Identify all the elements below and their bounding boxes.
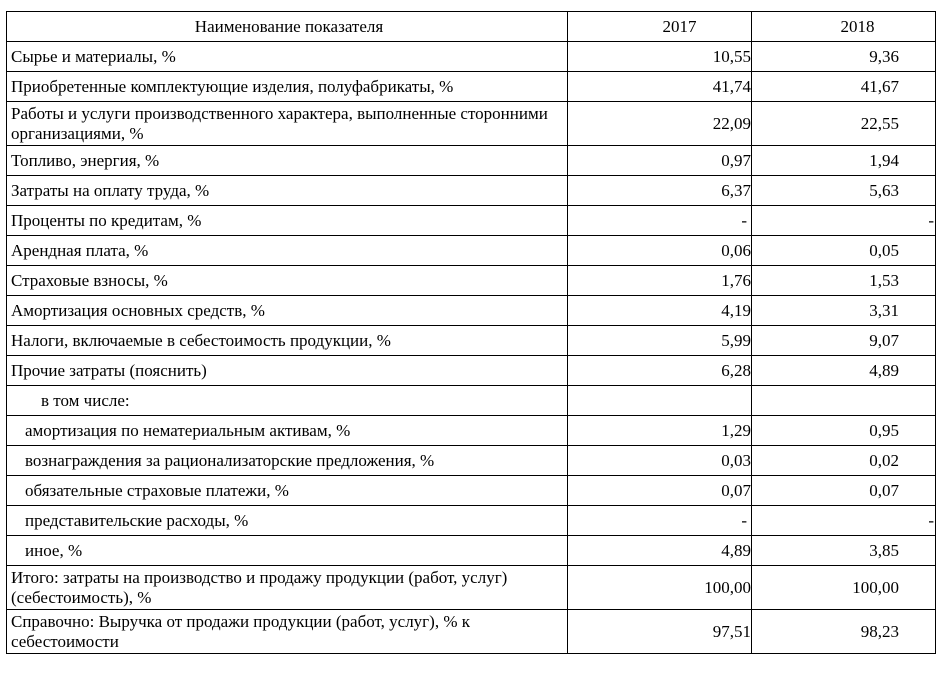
value-2017: 1,76 [568, 266, 752, 296]
value-2018: - [752, 506, 936, 536]
table-row [7, 506, 936, 536]
value-2018: - [752, 206, 936, 236]
value-2017: 4,89 [568, 536, 752, 566]
value-2017: 0,07 [568, 476, 752, 506]
table-row [7, 296, 936, 326]
table-row [7, 176, 936, 206]
table-row [7, 266, 936, 296]
table-row [7, 446, 936, 476]
row-label: представительские расходы, % [7, 506, 568, 536]
value-2017: 1,29 [568, 416, 752, 446]
value-2017: 6,28 [568, 356, 752, 386]
value-2017: 0,03 [568, 446, 752, 476]
table-row [7, 72, 936, 102]
table-row [7, 386, 936, 416]
row-label: вознаграждения за рационализаторские предложения, % [7, 446, 568, 476]
row-label: Амортизация основных средств, % [7, 296, 568, 326]
row-label: в том числе: [7, 386, 568, 416]
value-2017: 5,99 [568, 326, 752, 356]
row-label: иное, % [7, 536, 568, 566]
row-label: Страховые взносы, % [7, 266, 568, 296]
value-2017: 10,55 [568, 42, 752, 72]
value-2018: 3,85 [752, 536, 936, 566]
value-2018: 98,23 [752, 610, 936, 654]
row-label: Налоги, включаемые в себестоимость продукции, % [7, 326, 568, 356]
table-row [7, 476, 936, 506]
row-label: Арендная плата, % [7, 236, 568, 266]
table-row [7, 416, 936, 446]
header-year-2018: 2018 [752, 12, 936, 42]
value-2018: 1,94 [752, 146, 936, 176]
table-row [7, 536, 936, 566]
value-2017: 6,37 [568, 176, 752, 206]
total-row [7, 566, 936, 610]
value-2017: 100,00 [568, 566, 752, 610]
value-2017: 97,51 [568, 610, 752, 654]
value-2018: 3,31 [752, 296, 936, 326]
header-year-2017: 2017 [568, 12, 752, 42]
table-row [7, 206, 936, 236]
value-2018: 4,89 [752, 356, 936, 386]
header-row [7, 12, 936, 42]
table-row [7, 42, 936, 72]
cost-structure-table [6, 11, 936, 654]
table-row [7, 102, 936, 146]
value-2018: 9,36 [752, 42, 936, 72]
row-label: Приобретенные комплектующие изделия, полуфабрикаты, % [7, 72, 568, 102]
value-2017: 41,74 [568, 72, 752, 102]
value-2018: 0,02 [752, 446, 936, 476]
value-2017: 4,19 [568, 296, 752, 326]
reference-row [7, 610, 936, 654]
value-2018: 5,63 [752, 176, 936, 206]
value-2018: 9,07 [752, 326, 936, 356]
value-2017: 0,06 [568, 236, 752, 266]
value-2018: 100,00 [752, 566, 936, 610]
value-2018: 0,07 [752, 476, 936, 506]
row-label: амортизация по нематериальным активам, % [7, 416, 568, 446]
value-2017: - [568, 206, 752, 236]
row-label: Затраты на оплату труда, % [7, 176, 568, 206]
row-label: Проценты по кредитам, % [7, 206, 568, 236]
value-2018: 1,53 [752, 266, 936, 296]
row-label: Итого: затраты на производство и продажу продукции (работ, услуг) (себестоимость), % [7, 566, 568, 610]
value-2018: 41,67 [752, 72, 936, 102]
value-2018 [752, 386, 936, 416]
value-2017: - [568, 506, 752, 536]
row-label: обязательные страховые платежи, % [7, 476, 568, 506]
row-label: Топливо, энергия, % [7, 146, 568, 176]
table-row [7, 146, 936, 176]
value-2017: 0,97 [568, 146, 752, 176]
header-indicator-name: Наименование показателя [7, 12, 568, 42]
row-label: Справочно: Выручка от продажи продукции (работ, услуг), % к себестоимости [7, 610, 568, 654]
row-label: Работы и услуги производственного характера, выполненные сторонними организациями, % [7, 102, 568, 146]
table-row [7, 326, 936, 356]
value-2018: 0,95 [752, 416, 936, 446]
table-row [7, 356, 936, 386]
value-2018: 22,55 [752, 102, 936, 146]
value-2017: 22,09 [568, 102, 752, 146]
row-label: Прочие затраты (пояснить) [7, 356, 568, 386]
value-2017 [568, 386, 752, 416]
row-label: Сырье и материалы, % [7, 42, 568, 72]
value-2018: 0,05 [752, 236, 936, 266]
table-row [7, 236, 936, 266]
